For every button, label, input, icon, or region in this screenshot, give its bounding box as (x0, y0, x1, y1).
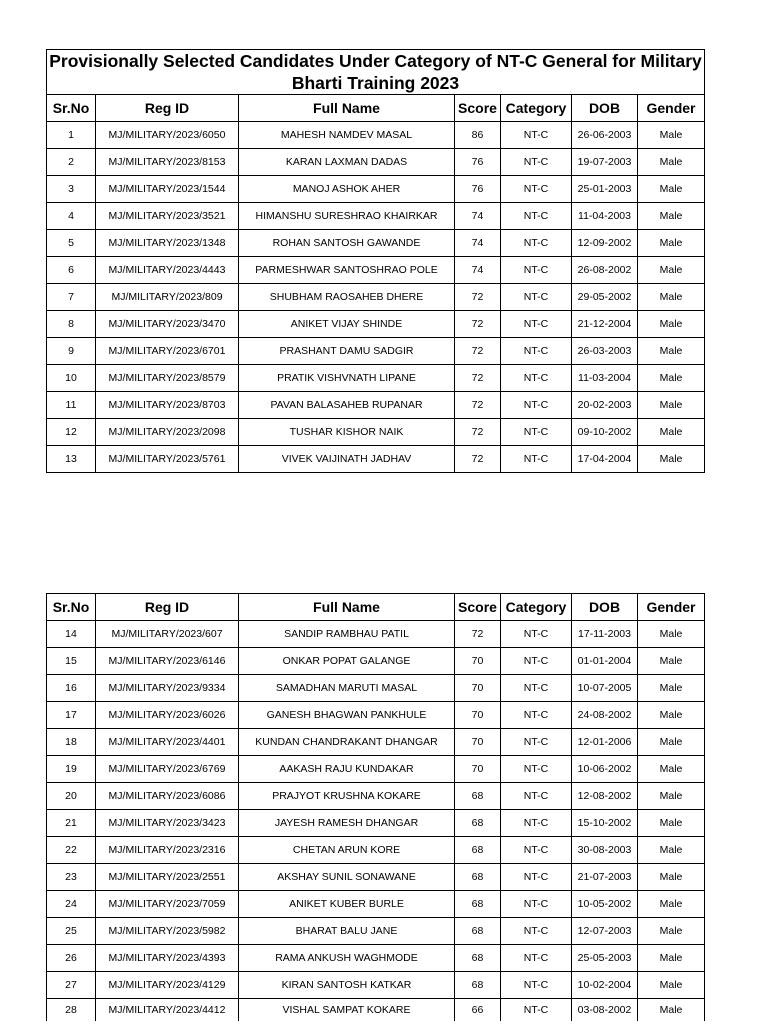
cell-srno: 20 (47, 783, 96, 810)
cell-srno: 12 (47, 419, 96, 446)
cell-srno: 18 (47, 729, 96, 756)
cell-srno: 11 (47, 392, 96, 419)
cell-score: 72 (455, 621, 501, 648)
cell-srno: 4 (47, 203, 96, 230)
cell-gender: Male (638, 810, 705, 837)
cell-dob: 11-04-2003 (572, 203, 638, 230)
cell-category: NT-C (501, 945, 572, 972)
header-fullname: Full Name (239, 95, 455, 122)
cell-regid: MJ/MILITARY/2023/4393 (96, 945, 239, 972)
cell-dob: 21-12-2004 (572, 311, 638, 338)
cell-dob: 03-08-2002 (572, 999, 638, 1022)
cell-score: 72 (455, 311, 501, 338)
cell-srno: 3 (47, 176, 96, 203)
cell-dob: 26-06-2003 (572, 122, 638, 149)
cell-fullname: AKSHAY SUNIL SONAWANE (239, 864, 455, 891)
table-row (47, 446, 705, 473)
cell-fullname: ANIKET VIJAY SHINDE (239, 311, 455, 338)
cell-score: 70 (455, 648, 501, 675)
table-row (47, 621, 705, 648)
cell-gender: Male (638, 419, 705, 446)
cell-regid: MJ/MILITARY/2023/607 (96, 621, 239, 648)
table-row (47, 176, 705, 203)
cell-regid: MJ/MILITARY/2023/6146 (96, 648, 239, 675)
cell-score: 74 (455, 257, 501, 284)
cell-fullname: MAHESH NAMDEV MASAL (239, 122, 455, 149)
cell-score: 76 (455, 176, 501, 203)
cell-dob: 20-02-2003 (572, 392, 638, 419)
cell-regid: MJ/MILITARY/2023/7059 (96, 891, 239, 918)
cell-srno: 1 (47, 122, 96, 149)
cell-gender: Male (638, 311, 705, 338)
cell-score: 70 (455, 729, 501, 756)
cell-gender: Male (638, 648, 705, 675)
cell-gender: Male (638, 176, 705, 203)
cell-score: 70 (455, 702, 501, 729)
cell-dob: 01-01-2004 (572, 648, 638, 675)
cell-score: 76 (455, 149, 501, 176)
cell-gender: Male (638, 149, 705, 176)
cell-dob: 26-03-2003 (572, 338, 638, 365)
cell-category: NT-C (501, 203, 572, 230)
cell-srno: 8 (47, 311, 96, 338)
cell-score: 68 (455, 972, 501, 999)
cell-regid: MJ/MILITARY/2023/5761 (96, 446, 239, 473)
cell-srno: 27 (47, 972, 96, 999)
cell-gender: Male (638, 783, 705, 810)
cell-srno: 15 (47, 648, 96, 675)
candidates-table-2 (46, 593, 705, 1021)
cell-fullname: JAYESH RAMESH DHANGAR (239, 810, 455, 837)
header-row (47, 594, 705, 621)
header-category: Category (501, 594, 572, 621)
header-score: Score (455, 95, 501, 122)
table-row (47, 149, 705, 176)
cell-srno: 10 (47, 365, 96, 392)
cell-dob: 30-08-2003 (572, 837, 638, 864)
cell-regid: MJ/MILITARY/2023/2316 (96, 837, 239, 864)
cell-gender: Male (638, 729, 705, 756)
cell-category: NT-C (501, 729, 572, 756)
cell-gender: Male (638, 122, 705, 149)
cell-category: NT-C (501, 311, 572, 338)
cell-category: NT-C (501, 756, 572, 783)
table-row (47, 230, 705, 257)
cell-regid: MJ/MILITARY/2023/3470 (96, 311, 239, 338)
cell-gender: Male (638, 284, 705, 311)
header-gender: Gender (638, 95, 705, 122)
cell-dob: 09-10-2002 (572, 419, 638, 446)
cell-fullname: RAMA ANKUSH WAGHMODE (239, 945, 455, 972)
cell-category: NT-C (501, 918, 572, 945)
cell-fullname: PRAJYOT KRUSHNA KOKARE (239, 783, 455, 810)
cell-dob: 21-07-2003 (572, 864, 638, 891)
cell-score: 72 (455, 284, 501, 311)
cell-fullname: AAKASH RAJU KUNDAKAR (239, 756, 455, 783)
cell-regid: MJ/MILITARY/2023/1348 (96, 230, 239, 257)
cell-regid: MJ/MILITARY/2023/809 (96, 284, 239, 311)
cell-regid: MJ/MILITARY/2023/3423 (96, 810, 239, 837)
cell-category: NT-C (501, 999, 572, 1022)
table-row (47, 648, 705, 675)
cell-srno: 16 (47, 675, 96, 702)
cell-score: 72 (455, 338, 501, 365)
cell-regid: MJ/MILITARY/2023/6086 (96, 783, 239, 810)
cell-score: 70 (455, 675, 501, 702)
cell-srno: 25 (47, 918, 96, 945)
cell-dob: 12-09-2002 (572, 230, 638, 257)
header-srno: Sr.No (47, 594, 96, 621)
table-row (47, 284, 705, 311)
cell-fullname: BHARAT BALU JANE (239, 918, 455, 945)
cell-gender: Male (638, 621, 705, 648)
cell-srno: 22 (47, 837, 96, 864)
table-row (47, 945, 705, 972)
table-row (47, 675, 705, 702)
cell-regid: MJ/MILITARY/2023/8703 (96, 392, 239, 419)
cell-score: 72 (455, 392, 501, 419)
cell-fullname: ANIKET KUBER BURLE (239, 891, 455, 918)
cell-fullname: KARAN LAXMAN DADAS (239, 149, 455, 176)
header-gender: Gender (638, 594, 705, 621)
cell-gender: Male (638, 702, 705, 729)
cell-gender: Male (638, 446, 705, 473)
table-row (47, 257, 705, 284)
cell-srno: 6 (47, 257, 96, 284)
cell-dob: 25-05-2003 (572, 945, 638, 972)
cell-regid: MJ/MILITARY/2023/4129 (96, 972, 239, 999)
cell-score: 86 (455, 122, 501, 149)
cell-srno: 5 (47, 230, 96, 257)
page-title: Provisionally Selected Candidates Under Category of NT-C General for Military Bharti Training 2023 (47, 50, 705, 95)
cell-category: NT-C (501, 675, 572, 702)
cell-srno: 14 (47, 621, 96, 648)
cell-srno: 28 (47, 999, 96, 1022)
cell-fullname: VISHAL SAMPAT KOKARE (239, 999, 455, 1022)
cell-gender: Male (638, 756, 705, 783)
cell-category: NT-C (501, 176, 572, 203)
cell-srno: 23 (47, 864, 96, 891)
header-regid: Reg ID (96, 95, 239, 122)
cell-fullname: ROHAN SANTOSH GAWANDE (239, 230, 455, 257)
cell-gender: Male (638, 392, 705, 419)
cell-srno: 13 (47, 446, 96, 473)
cell-category: NT-C (501, 864, 572, 891)
cell-dob: 12-07-2003 (572, 918, 638, 945)
cell-dob: 10-05-2002 (572, 891, 638, 918)
cell-dob: 12-01-2006 (572, 729, 638, 756)
cell-gender: Male (638, 891, 705, 918)
cell-category: NT-C (501, 419, 572, 446)
cell-gender: Male (638, 945, 705, 972)
cell-category: NT-C (501, 230, 572, 257)
table-row (47, 972, 705, 999)
cell-score: 68 (455, 810, 501, 837)
cell-score: 72 (455, 365, 501, 392)
cell-category: NT-C (501, 257, 572, 284)
table-row (47, 891, 705, 918)
cell-fullname: VIVEK VAIJINATH JADHAV (239, 446, 455, 473)
cell-dob: 10-06-2002 (572, 756, 638, 783)
table-row (47, 365, 705, 392)
cell-dob: 24-08-2002 (572, 702, 638, 729)
cell-score: 68 (455, 945, 501, 972)
cell-regid: MJ/MILITARY/2023/4412 (96, 999, 239, 1022)
header-category: Category (501, 95, 572, 122)
cell-gender: Male (638, 675, 705, 702)
table-row (47, 810, 705, 837)
cell-gender: Male (638, 918, 705, 945)
cell-srno: 26 (47, 945, 96, 972)
cell-fullname: KIRAN SANTOSH KATKAR (239, 972, 455, 999)
cell-gender: Male (638, 203, 705, 230)
cell-fullname: TUSHAR KISHOR NAIK (239, 419, 455, 446)
cell-category: NT-C (501, 702, 572, 729)
cell-gender: Male (638, 257, 705, 284)
cell-regid: MJ/MILITARY/2023/2098 (96, 419, 239, 446)
cell-category: NT-C (501, 891, 572, 918)
header-regid: Reg ID (96, 594, 239, 621)
cell-category: NT-C (501, 621, 572, 648)
table-row (47, 702, 705, 729)
cell-dob: 10-02-2004 (572, 972, 638, 999)
cell-dob: 19-07-2003 (572, 149, 638, 176)
cell-gender: Male (638, 972, 705, 999)
header-dob: DOB (572, 95, 638, 122)
cell-score: 68 (455, 864, 501, 891)
cell-regid: MJ/MILITARY/2023/9334 (96, 675, 239, 702)
cell-category: NT-C (501, 783, 572, 810)
cell-fullname: GANESH BHAGWAN PANKHULE (239, 702, 455, 729)
cell-dob: 17-04-2004 (572, 446, 638, 473)
cell-fullname: SHUBHAM RAOSAHEB DHERE (239, 284, 455, 311)
cell-category: NT-C (501, 972, 572, 999)
cell-category: NT-C (501, 446, 572, 473)
cell-score: 74 (455, 203, 501, 230)
table-row (47, 918, 705, 945)
cell-category: NT-C (501, 122, 572, 149)
cell-regid: MJ/MILITARY/2023/8579 (96, 365, 239, 392)
cell-fullname: PRATIK VISHVNATH LIPANE (239, 365, 455, 392)
cell-score: 68 (455, 891, 501, 918)
cell-regid: MJ/MILITARY/2023/1544 (96, 176, 239, 203)
cell-regid: MJ/MILITARY/2023/8153 (96, 149, 239, 176)
header-fullname: Full Name (239, 594, 455, 621)
table-row (47, 392, 705, 419)
cell-gender: Male (638, 837, 705, 864)
table-row (47, 756, 705, 783)
cell-score: 74 (455, 230, 501, 257)
cell-category: NT-C (501, 284, 572, 311)
cell-fullname: PARMESHWAR SANTOSHRAO POLE (239, 257, 455, 284)
table-row (47, 122, 705, 149)
cell-score: 70 (455, 756, 501, 783)
cell-gender: Male (638, 999, 705, 1022)
cell-dob: 29-05-2002 (572, 284, 638, 311)
cell-category: NT-C (501, 392, 572, 419)
candidates-table-1 (46, 49, 705, 473)
cell-regid: MJ/MILITARY/2023/6026 (96, 702, 239, 729)
cell-gender: Male (638, 230, 705, 257)
cell-score: 72 (455, 446, 501, 473)
header-srno: Sr.No (47, 95, 96, 122)
cell-regid: MJ/MILITARY/2023/3521 (96, 203, 239, 230)
cell-score: 68 (455, 918, 501, 945)
cell-category: NT-C (501, 338, 572, 365)
cell-gender: Male (638, 864, 705, 891)
cell-srno: 17 (47, 702, 96, 729)
header-score: Score (455, 594, 501, 621)
cell-dob: 15-10-2002 (572, 810, 638, 837)
table-row (47, 837, 705, 864)
cell-srno: 24 (47, 891, 96, 918)
cell-fullname: SANDIP RAMBHAU PATIL (239, 621, 455, 648)
cell-regid: MJ/MILITARY/2023/6050 (96, 122, 239, 149)
cell-gender: Male (638, 365, 705, 392)
cell-regid: MJ/MILITARY/2023/4401 (96, 729, 239, 756)
cell-regid: MJ/MILITARY/2023/6769 (96, 756, 239, 783)
header-row (47, 95, 705, 122)
cell-category: NT-C (501, 837, 572, 864)
cell-fullname: SAMADHAN MARUTI MASAL (239, 675, 455, 702)
cell-srno: 7 (47, 284, 96, 311)
cell-category: NT-C (501, 648, 572, 675)
cell-dob: 10-07-2005 (572, 675, 638, 702)
cell-fullname: MANOJ ASHOK AHER (239, 176, 455, 203)
cell-gender: Male (638, 338, 705, 365)
cell-fullname: CHETAN ARUN KORE (239, 837, 455, 864)
cell-regid: MJ/MILITARY/2023/4443 (96, 257, 239, 284)
table-row (47, 729, 705, 756)
cell-srno: 21 (47, 810, 96, 837)
cell-score: 68 (455, 837, 501, 864)
cell-dob: 12-08-2002 (572, 783, 638, 810)
cell-fullname: PRASHANT DAMU SADGIR (239, 338, 455, 365)
header-dob: DOB (572, 594, 638, 621)
cell-regid: MJ/MILITARY/2023/6701 (96, 338, 239, 365)
table-row (47, 311, 705, 338)
table-row (47, 864, 705, 891)
cell-score: 68 (455, 783, 501, 810)
cell-dob: 25-01-2003 (572, 176, 638, 203)
table-row (47, 338, 705, 365)
cell-srno: 9 (47, 338, 96, 365)
table-row (47, 999, 705, 1022)
cell-category: NT-C (501, 365, 572, 392)
cell-srno: 19 (47, 756, 96, 783)
cell-category: NT-C (501, 149, 572, 176)
cell-fullname: ONKAR POPAT GALANGE (239, 648, 455, 675)
cell-category: NT-C (501, 810, 572, 837)
cell-dob: 26-08-2002 (572, 257, 638, 284)
cell-regid: MJ/MILITARY/2023/2551 (96, 864, 239, 891)
cell-regid: MJ/MILITARY/2023/5982 (96, 918, 239, 945)
cell-fullname: PAVAN BALASAHEB RUPANAR (239, 392, 455, 419)
table-row (47, 419, 705, 446)
cell-fullname: KUNDAN CHANDRAKANT DHANGAR (239, 729, 455, 756)
cell-fullname: HIMANSHU SURESHRAO KHAIRKAR (239, 203, 455, 230)
table-row (47, 783, 705, 810)
cell-score: 72 (455, 419, 501, 446)
cell-score: 66 (455, 999, 501, 1022)
cell-dob: 11-03-2004 (572, 365, 638, 392)
table-row (47, 203, 705, 230)
cell-srno: 2 (47, 149, 96, 176)
cell-dob: 17-11-2003 (572, 621, 638, 648)
